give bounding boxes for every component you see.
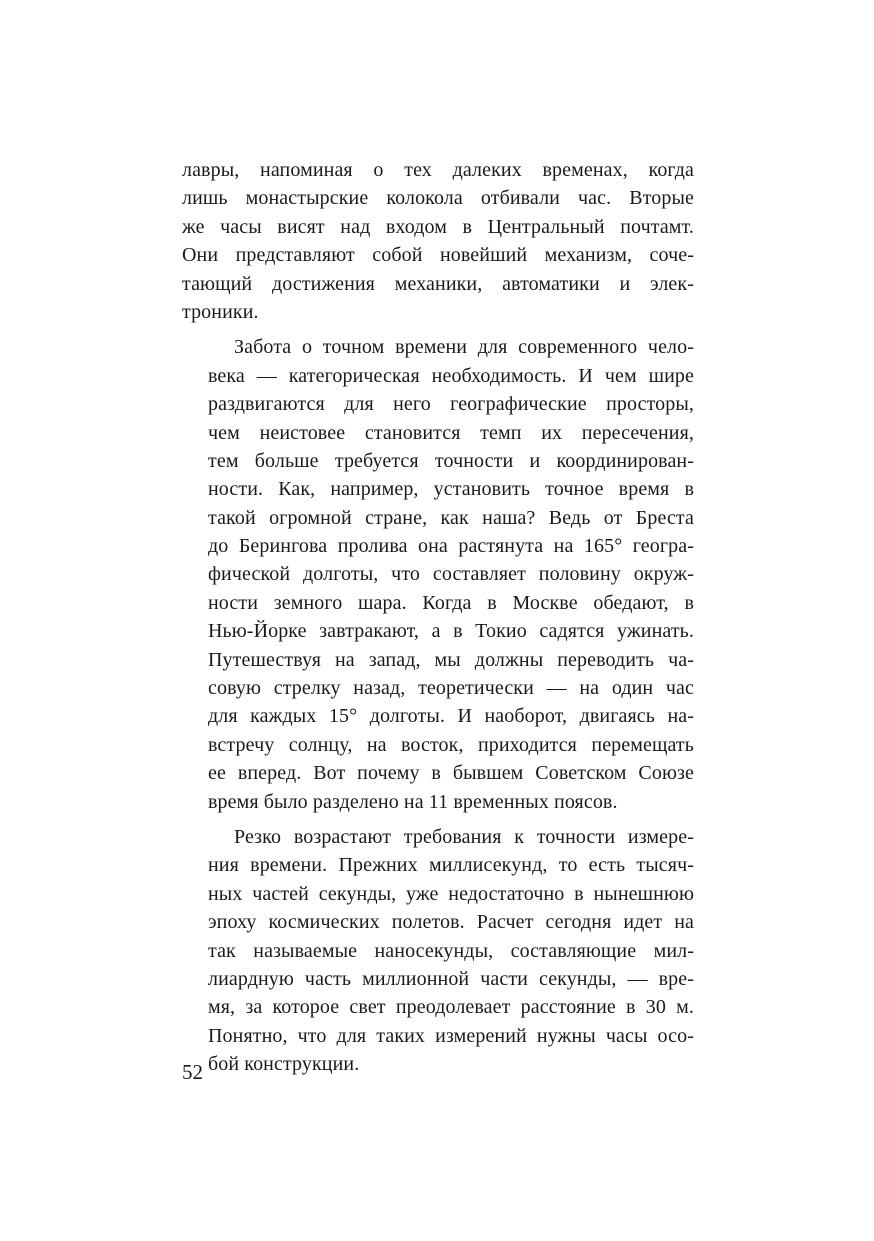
text-line: встречу солнцу, на восток, приходится перемещать bbox=[208, 733, 694, 756]
paragraph-3 bbox=[182, 823, 694, 1079]
text-line: ности. Как, например, установить точное время в bbox=[208, 478, 694, 501]
text-line: чем неистовее становится темп их пересечения, bbox=[208, 421, 694, 444]
text-line: совую стрелку назад, теоретически — на один час bbox=[208, 677, 694, 700]
text-line: Понятно, что для таких измерений нужны часы осо- bbox=[208, 1024, 694, 1047]
text-line: фической долготы, что составляет половину окруж- bbox=[208, 563, 694, 586]
text-line: так называемые наносекунды, составляющие мил- bbox=[208, 939, 694, 962]
text-line: ных частей секунды, уже недостаточно в нынешнюю bbox=[208, 882, 694, 905]
text-line: века — категорическая необходимость. И чем шире bbox=[208, 364, 694, 387]
text-line: раздвигаются для него географические просторы, bbox=[208, 393, 694, 416]
text-line: Путешествуя на запад, мы должны переводить ча- bbox=[208, 648, 694, 671]
text-line: эпоху космических полетов. Расчет сегодня идет на bbox=[208, 911, 694, 934]
text-line: время было разделено на 11 временных поясов. bbox=[208, 790, 618, 813]
body-text bbox=[182, 156, 694, 1079]
text-line: ности земного шара. Когда в Москве обедают, в bbox=[208, 591, 694, 614]
text-line: Нью-Йорке завтракают, а в Токио садятся ужинать. bbox=[208, 620, 694, 643]
text-line: ее вперед. Вот почему в бывшем Советском Союзе bbox=[208, 762, 694, 785]
text-line: мя, за которое свет преодолевает расстояние в 30 м. bbox=[208, 996, 694, 1019]
text-line: Забота о точном времени для современного чело- bbox=[234, 336, 694, 359]
text-line: лавры, напоминая о тех далеких временах, когда bbox=[182, 159, 694, 181]
page-number: 52 bbox=[182, 1060, 203, 1084]
text-line: тем больше требуется точности и координирован- bbox=[208, 449, 694, 472]
text-line: тающий достижения механики, автоматики и элек- bbox=[182, 272, 694, 295]
text-line: Они представляют собой новейший механизм, соче- bbox=[182, 244, 694, 267]
text-line: ния времени. Прежних миллисекунд, то есть тысяч- bbox=[208, 854, 694, 877]
text-line: троники. bbox=[182, 300, 259, 323]
text-line: лишь монастырские колокола отбивали час. Вторые bbox=[182, 187, 694, 210]
text-line: для каждых 15° долготы. И наоборот, двигаясь на- bbox=[208, 705, 694, 728]
paragraph-1 bbox=[182, 156, 694, 326]
paragraph-2 bbox=[182, 333, 694, 816]
text-line: такой огромной стране, как наша? Ведь от Бреста bbox=[208, 506, 694, 529]
text-line: Резко возрастают требования к точности измере- bbox=[234, 825, 694, 848]
text-line: лиардную часть миллионной части секунды, — вре- bbox=[208, 967, 694, 990]
text-line: бой конструкции. bbox=[208, 1053, 360, 1076]
text-line: до Берингова пролива она растянута на 165° геогра- bbox=[208, 535, 694, 558]
text-line: же часы висят над входом в Центральный почтамт. bbox=[182, 215, 694, 238]
